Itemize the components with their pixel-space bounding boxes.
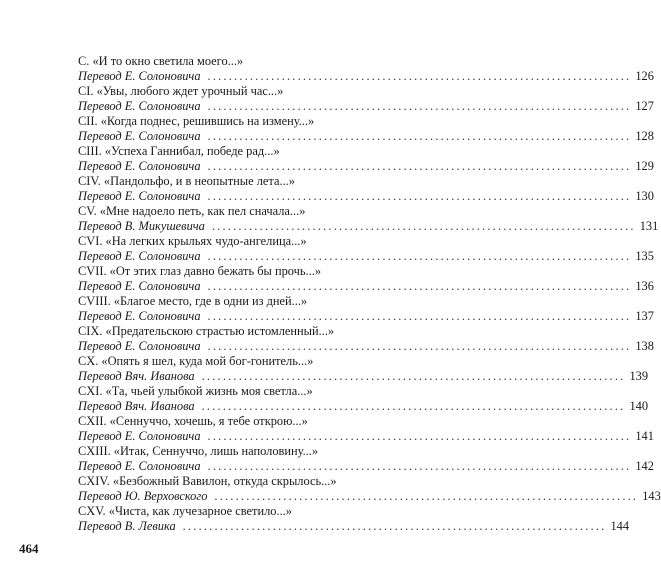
toc-entry-translator-line [78,129,654,144]
toc-entry-translator-line [78,279,654,294]
toc-entry-title: CI. «Увы, любого ждет урочный час...» [78,84,284,98]
dot-leader: ................................................................................ [207,279,632,293]
toc-entry-title: CXI. «Та, чьей улыбкой жизнь моя светла...» [78,384,313,398]
dot-leader: ................................................................................ [211,219,636,233]
dot-leader: ................................................................................ [207,249,632,263]
toc-entry [78,54,654,84]
toc-entry-translator: Перевод Е. Солоновича [78,429,201,443]
toc-entry [78,294,654,324]
toc-entry-title: CXIII. «Итак, Сеннуччо, лишь наполовину...» [78,444,319,458]
toc-entry-translator: Перевод Е. Солоновича [78,459,201,473]
toc-entry [78,324,654,354]
toc-entry [78,264,654,294]
table-of-contents [78,54,661,534]
toc-entry-title: CXIV. «Безбожный Вавилон, откуда скрылось...» [78,474,337,488]
toc-entry-page: 138 [635,339,654,353]
dot-leader: ................................................................................ [207,459,632,473]
dot-leader: ................................................................................ [201,369,626,383]
toc-entry-title: CIV. «Пандольфо, и в неопытные лета...» [78,174,295,188]
toc-entry [78,504,630,534]
toc-entry [78,174,654,204]
toc-entry-page: 126 [635,69,654,83]
toc-entry-page: 129 [635,159,654,173]
dot-leader: ................................................................................ [182,519,607,533]
toc-entry [78,114,654,144]
toc-entry-page: 142 [635,459,654,473]
toc-entry-page: 144 [610,519,630,533]
dot-leader: ................................................................................ [207,69,632,83]
toc-entry-title: CVI. «На легких крыльях чудо-ангелица...» [78,234,307,248]
toc-entry-translator-line [78,309,654,324]
dot-leader: ................................................................................ [207,129,632,143]
toc-entry-page: 136 [635,279,654,293]
dot-leader: ................................................................................ [207,429,632,443]
toc-entry-translator-line [78,519,630,534]
toc-entry-title: CIX. «Предательскою страстью истомленный...» [78,324,335,338]
toc-entry-title: C. «И то окно светила моего...» [78,54,244,68]
toc-entry-translator: Перевод Е. Солоновича [78,309,201,323]
toc-entry-translator-line [78,399,649,414]
toc-entry-translator: Перевод Е. Солоновича [78,339,201,353]
toc-entry-translator-line [78,99,654,114]
toc-entry-page: 143 [642,489,661,503]
dot-leader: ................................................................................ [207,339,632,353]
toc-entry-page: 130 [635,189,654,203]
toc-entry-page: 137 [635,309,654,323]
toc-entry-title: CV. «Мне надоело петь, как пел сначала...» [78,204,306,218]
toc-entry-translator: Перевод В. Микушевича [78,219,205,233]
toc-entry-translator: Перевод В. Левика [78,519,176,533]
dot-leader: ................................................................................ [207,309,632,323]
toc-entry-title: CX. «Опять я шел, куда мой бог-гонитель...» [78,354,314,368]
toc-entry-translator: Перевод Ю. Верховского [78,489,208,503]
toc-entry-translator-line [78,429,654,444]
toc-entry-page: 139 [629,369,649,383]
toc-entry [78,414,654,444]
toc-entry-translator: Перевод Е. Солоновича [78,69,201,83]
toc-entry-translator-line [78,339,654,354]
toc-entry [78,144,654,174]
toc-entry [78,234,654,264]
toc-entry-title: CVII. «От этих глаз давно бежать бы прочь...» [78,264,322,278]
toc-entry-title: CII. «Когда поднес, решившись на измену...» [78,114,315,128]
toc-entry-title: CXII. «Сеннуччо, хочешь, я тебе открою...» [78,414,308,428]
toc-entry [78,84,654,114]
toc-entry-translator-line [78,189,654,204]
dot-leader: ................................................................................ [207,99,632,113]
toc-entry-translator: Перевод Е. Солоновича [78,189,201,203]
toc-entry-translator-line [78,369,649,384]
toc-entry-translator: Перевод Вяч. Иванова [78,369,195,383]
toc-entry [78,354,649,384]
toc-entry-translator-line [78,249,654,264]
toc-entry-translator-line [78,219,659,234]
dot-leader: ................................................................................ [201,399,626,413]
toc-entry-page: 127 [635,99,654,113]
toc-entry-translator: Перевод Е. Солоновича [78,279,201,293]
toc-entry-translator-line [78,459,654,474]
dot-leader: ................................................................................ [207,159,632,173]
toc-entry-page: 135 [635,249,654,263]
toc-entry-title: CXV. «Чиста, как лучезарное светило...» [78,504,292,518]
toc-entry-page: 131 [639,219,659,233]
toc-entry-translator: Перевод Е. Солоновича [78,129,201,143]
toc-entry-translator-line [78,159,654,174]
toc-entry-page: 140 [629,399,649,413]
toc-entry [78,444,654,474]
toc-entry-translator: Перевод Е. Солоновича [78,249,201,263]
toc-entry-title: CVIII. «Благое место, где в одни из дней...» [78,294,308,308]
toc-entry [78,474,661,504]
toc-entry-page: 141 [635,429,654,443]
dot-leader: ................................................................................ [214,489,639,503]
toc-entry [78,204,659,234]
toc-entry-translator-line [78,489,661,504]
toc-entry-page: 128 [635,129,654,143]
page-number: 464 [19,541,39,556]
toc-entry-translator: Перевод Е. Солоновича [78,159,201,173]
toc-entry-translator-line [78,69,654,84]
dot-leader: ................................................................................ [207,189,632,203]
toc-entry-translator: Перевод Вяч. Иванова [78,399,195,413]
toc-entry-title: CIII. «Успеха Ганнибал, победе рад...» [78,144,280,158]
toc-entry-translator: Перевод Е. Солоновича [78,99,201,113]
toc-entry [78,384,649,414]
